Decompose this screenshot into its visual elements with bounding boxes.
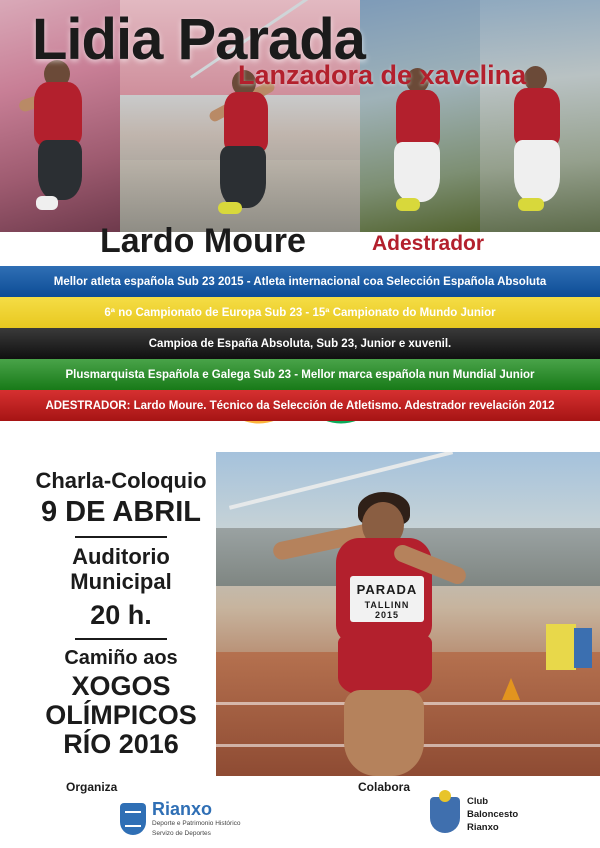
collaborator-line3: Rianxo [467, 821, 499, 833]
flag-blue [574, 628, 592, 668]
photo-athlete-3 [360, 0, 480, 232]
organizer-name: Rianxo [152, 799, 213, 819]
event-venue-line1: Auditorio [72, 544, 170, 570]
athlete-shoe [218, 202, 242, 214]
event-theme-line1: Camiño aos [64, 646, 178, 669]
achievement-bands [0, 266, 600, 452]
event-theme-line2: XOGOS [71, 670, 171, 701]
athlete-shoe [396, 198, 420, 211]
footer [0, 776, 600, 848]
athlete-legs [220, 146, 266, 208]
colabora-label: Colabora [358, 780, 411, 794]
achievement-band [0, 390, 600, 421]
photo-athlete-4 [480, 0, 600, 232]
coach-band [0, 222, 600, 264]
achievement-text: ADESTRADOR: Lardo Moure. Técnico da Selección de Atletismo. Adestrador revelación 2012 [45, 399, 555, 412]
event-section [0, 452, 600, 776]
coach-name: Lardo Moure [100, 222, 306, 260]
organizer-line1: Deporte e Patrimonio Histórico [152, 820, 241, 827]
page-title: Lidia Parada [32, 7, 365, 72]
photo-athlete-main [216, 452, 600, 776]
page-subtitle: Lanzadora de xavelina [238, 60, 527, 90]
athlete-torso [224, 92, 268, 152]
achievement-band [0, 359, 600, 390]
event-theme-line3: OLÍMPICOS [45, 699, 197, 730]
event-time: 20 h. [90, 599, 152, 630]
organizer-line2: Servizo de Deportes [152, 830, 211, 838]
collaborator-logo-text [467, 796, 518, 834]
event-theme-line4: RÍO 2016 [63, 728, 179, 759]
achievement-text: Mellor atleta española Sub 23 2015 - Atleta internacional coa Selección Española Absoluta [53, 275, 547, 288]
collaborator-logo [430, 796, 518, 834]
athlete-shoe [518, 198, 544, 211]
collaborator-line1: Club [467, 796, 489, 807]
event-date: 9 DE ABRIL [40, 495, 202, 528]
event-venue-line2: Municipal [70, 568, 172, 594]
athlete-shoe [36, 196, 58, 210]
athlete-torso [34, 82, 82, 146]
traffic-cone-icon [502, 678, 520, 700]
athlete-legs [38, 140, 82, 200]
organizer-logo-text [152, 800, 241, 838]
bib-meet: TALLINN 2015 [364, 600, 410, 620]
club-crest-icon [430, 797, 460, 833]
bib-name: PARADA [356, 582, 418, 597]
achievement-text: Plusmarquista Española e Galega Sub 23 - Mellor marca española nun Mundial Junior [65, 368, 535, 381]
shield-icon [120, 803, 146, 835]
achievement-band [0, 297, 600, 328]
organiza-label: Organiza [66, 780, 118, 794]
collaborator-line2: Baloncesto [467, 808, 519, 820]
achievement-text: 6ª no Campionato de Europa Sub 23 - 15ª Campionato do Mundo Junior [104, 306, 496, 319]
event-kind: Charla-Coloquio [35, 468, 207, 493]
divider [75, 536, 167, 538]
organizer-logo [120, 800, 241, 838]
coach-role: Adestrador [372, 232, 485, 255]
achievement-band [0, 266, 600, 297]
athlete-shorts [338, 634, 432, 696]
divider [75, 638, 167, 640]
event-details [0, 452, 222, 776]
athlete-legs [514, 140, 560, 202]
athlete-legs [344, 690, 424, 776]
flag-yellow [546, 624, 576, 670]
athlete-torso [396, 90, 440, 148]
achievement-text: Campioa de España Absoluta, Sub 23, Junior e xuvenil. [148, 337, 452, 350]
athlete-torso [514, 88, 560, 146]
achievement-band [0, 328, 600, 359]
athlete-legs [394, 142, 440, 202]
